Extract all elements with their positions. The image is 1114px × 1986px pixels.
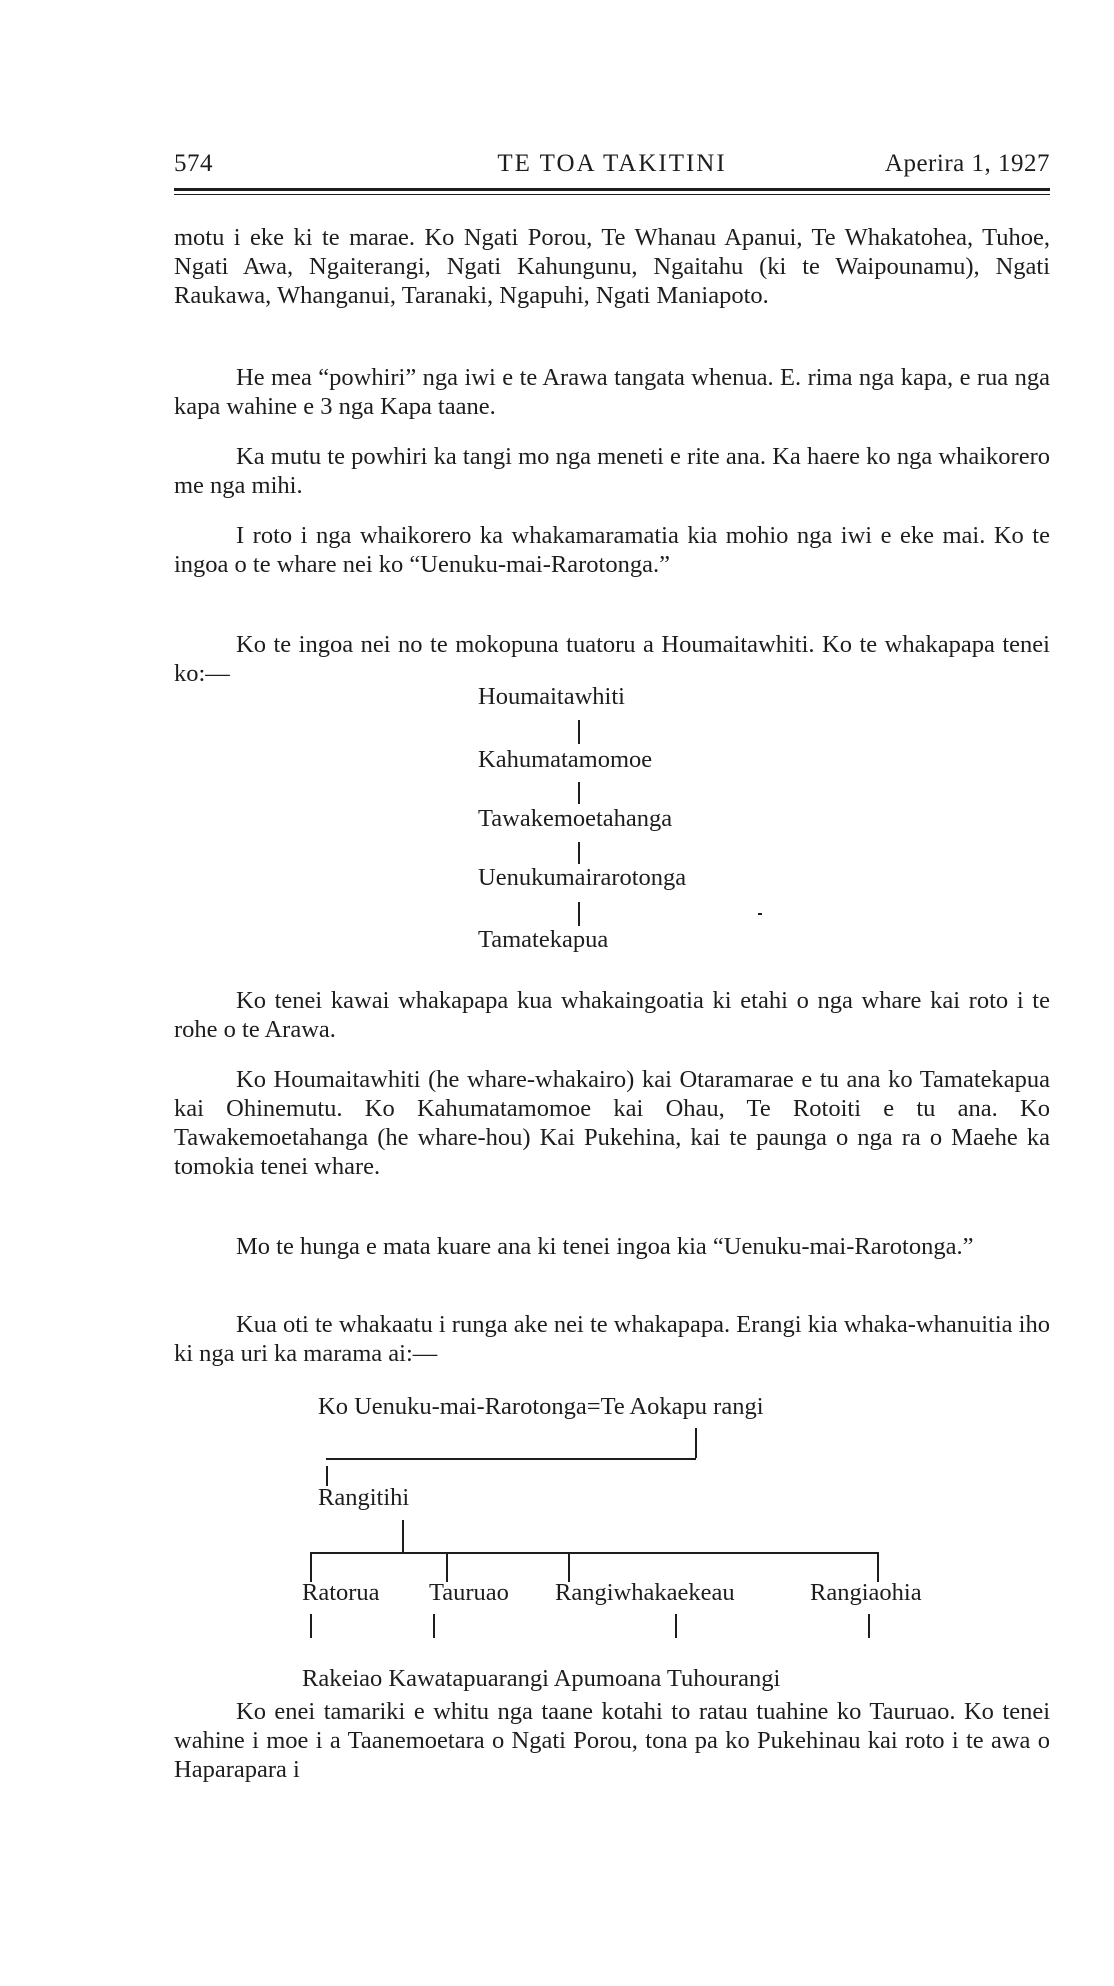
tree-line	[877, 1552, 879, 1582]
ancestor-name: Houmaitawhiti	[478, 683, 625, 710]
paragraph-1: motu i eke ki te marae. Ko Ngati Porou, Te Whanau Apanui, Te Whakatohea, Tuhoe, Ngati Awa, Ngaiterangi, Ngati Kahungunu, Ngaitahu (ki te Waipounamu), Ngati Raukawa, Whanganui, Taranaki, Ngapuhi, Ngati Maniapoto.	[174, 224, 1050, 309]
paragraph-7: Ko Houmaitawhiti (he whare-whakairo) kai Otaramarae e tu ana ko Tamatekapua kai Ohinemutu. Ko Kahumatamomoe kai Ohau, Te Rotoiti e tu ana. Ko Tawakemoetahanga (he whare-hou) Kai Pukehina, kai te paunga o nga ra o Maehe ka tomokia tenei whare.	[174, 1066, 1050, 1180]
grandchild-name: Rangiwhakaekeau	[555, 1579, 735, 1606]
paragraph-3: Ka mutu te powhiri ka tangi mo nga meneti e rite ana. Ka haere ko nga whaikorero me nga mihi.	[174, 443, 1050, 499]
tree-line	[675, 1614, 677, 1638]
tree-line	[326, 1466, 328, 1486]
tree-line	[402, 1520, 404, 1552]
paragraph-4: I roto i nga whaikorero ka whakamaramatia kia mohio nga iwi e eke mai. Ko te ingoa o te whare nei ko “Uenuku-mai-Rarotonga.”	[174, 522, 1050, 578]
tree-line	[568, 1552, 570, 1582]
paragraph-6: Ko tenei kawai whakapapa kua whakaingoatia ki etahi o nga whare kai roto i te rohe o te Arawa.	[174, 987, 1050, 1043]
ancestor-name: Tamatekapua	[478, 926, 609, 953]
grandchild-name: Tauruao	[429, 1579, 509, 1606]
tree-line	[433, 1614, 435, 1638]
grandchild-name: Ratorua	[302, 1579, 380, 1606]
header-rule-thick	[174, 188, 1050, 191]
print-mark	[758, 913, 762, 915]
tree-line	[310, 1552, 312, 1582]
paragraph-8: Mo te hunga e mata kuare ana ki tenei ingoa kia “Uenuku-mai-Rarotonga.”	[236, 1233, 974, 1260]
tree-line	[310, 1552, 878, 1554]
ancestor-name: Uenukumairarotonga	[478, 864, 687, 891]
lineage-line	[578, 842, 580, 864]
paragraph-5: Ko te ingoa nei no te mokopuna tuatoru a Houmaitawhiti. Ko te whakapapa tenei ko:—	[174, 631, 1050, 687]
paragraph-10: Ko enei tamariki e whitu nga taane kotahi to ratau tuahine ko Tauruao. Ko tenei wahine i moe i a Taanemoetara o Ngati Porou, tona pa ko Pukehinau kai roto i te awa o Haparapara i	[174, 1698, 1050, 1783]
tree-line	[446, 1552, 448, 1582]
header-rule-thin	[174, 194, 1050, 195]
ancestor-name: Kahumatamomoe	[478, 746, 653, 773]
grandchild-name: Rangiaohia	[810, 1579, 922, 1606]
ancestor-name: Tawakemoetahanga	[478, 805, 673, 832]
running-header	[174, 150, 1050, 186]
lineage-line	[578, 902, 580, 926]
issue-date: Aperira 1, 1927	[884, 150, 1050, 177]
child-name: Rangitihi	[318, 1484, 410, 1511]
lineage-line	[578, 782, 580, 804]
couple-label: Ko Uenuku-mai-Rarotonga=Te Aokapu rangi	[318, 1393, 764, 1420]
great-grandchildren-names: Rakeiao Kawatapuarangi Apumoana Tuhourangi	[302, 1665, 781, 1692]
tree-line	[868, 1614, 870, 1638]
page-number: 574	[174, 150, 213, 177]
tree-line	[310, 1614, 312, 1638]
lineage-line	[578, 720, 580, 744]
tree-line	[326, 1458, 696, 1460]
paragraph-9: Kua oti te whakaatu i runga ake nei te whakapapa. Erangi kia whaka-whanuitia iho ki nga uri ka marama ai:—	[174, 1311, 1050, 1367]
journal-title: TE TOA TAKITINI	[497, 150, 727, 177]
tree-line	[695, 1428, 697, 1458]
paragraph-2: He mea “powhiri” nga iwi e te Arawa tangata whenua. E. rima nga kapa, e rua nga kapa wahine e 3 nga Kapa taane.	[174, 364, 1050, 420]
